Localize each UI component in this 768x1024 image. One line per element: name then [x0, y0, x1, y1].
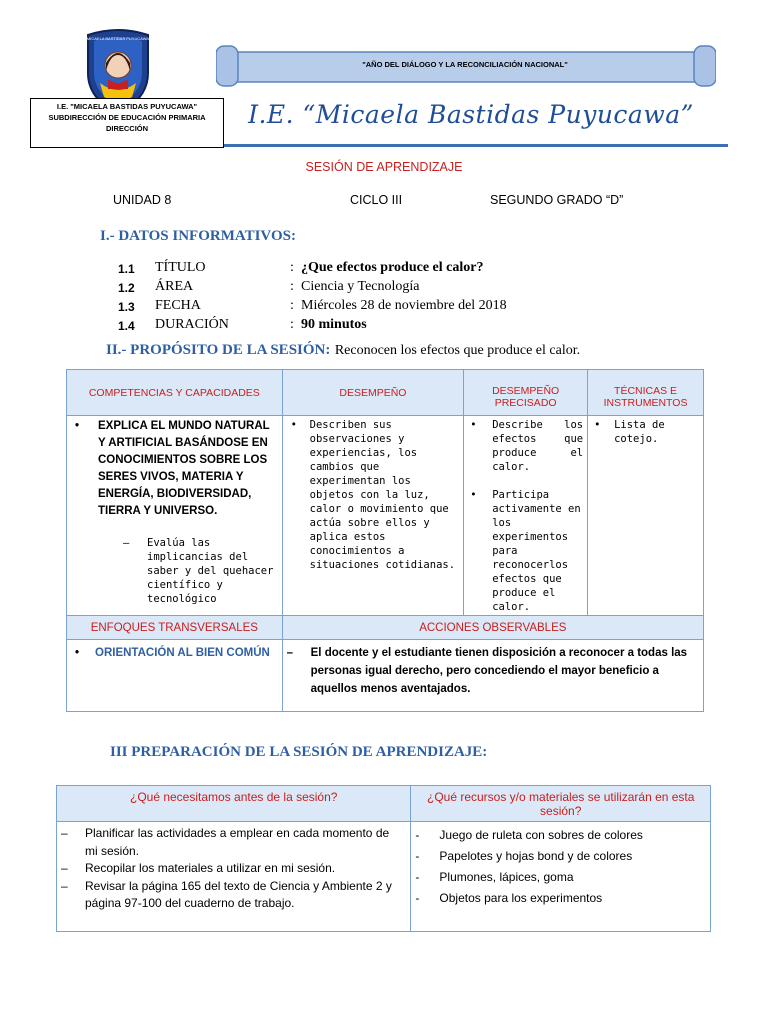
datos-row-duration	[118, 317, 718, 336]
accion-item	[283, 640, 703, 698]
datos-list	[118, 260, 718, 336]
dash-icon: –	[61, 861, 68, 875]
accion-text: El docente y el estudiante tienen disposición a reconocer a todas las personas igual derecho, pero concediendo el mayor beneficio a aquellos menos aventajados.	[310, 647, 688, 695]
unit-label: UNIDAD 8	[113, 193, 172, 207]
preparacion-heading: III PREPARACIÓN DE LA SESIÓN DE APRENDIZAJE:	[110, 744, 488, 760]
enfoque-text: ORIENTACIÓN AL BIEN COMÚN	[95, 647, 270, 659]
header-enfoques: ENFOQUES TRANSVERSALES	[67, 616, 283, 640]
recursos-cell	[411, 822, 711, 932]
header-tecnicas: TÉCNICAS E INSTRUMENTOS	[588, 370, 704, 416]
precisado-text: Participa activamente en los experimentos para reconocerlos efectos que produce el calor.	[492, 489, 581, 613]
preparacion-table	[56, 785, 711, 932]
bullet-icon: •	[75, 420, 80, 432]
header-competencias: COMPETENCIAS Y CAPACIDADES	[67, 370, 283, 416]
bullet-icon: •	[594, 419, 601, 431]
year-banner-text: "AÑO DEL DIÁLOGO Y LA RECONCILIACIÓN NACIONAL"	[362, 60, 568, 69]
row-label: FECHA	[155, 298, 201, 313]
datos-heading: I.- DATOS INFORMATIVOS:	[100, 228, 296, 244]
competencia-cell	[67, 416, 283, 616]
dash-icon: -	[415, 849, 420, 863]
header-desempeno: DESEMPEÑO	[282, 370, 464, 416]
row-sep: :	[290, 260, 294, 275]
precisado-cell	[464, 416, 588, 616]
recurso-item: - Juego de ruleta con sobres de colores	[411, 825, 710, 846]
dash-icon: –	[61, 826, 68, 840]
datos-row-title	[118, 260, 718, 279]
desempeno-text: Describen sus observaciones y experiencias, los cambios que experimentan los objetos con la luz, calor o movimiento que actúa sobre ellos y aplica estos conocimientos a situaciones cotidianas.	[309, 419, 456, 571]
title-rule	[224, 144, 728, 147]
row-sep: :	[290, 279, 294, 294]
header-acciones: ACCIONES OBSERVABLES	[282, 616, 703, 640]
datos-row-date	[118, 298, 718, 317]
desempeno-item	[283, 416, 464, 572]
dash-icon: –	[286, 647, 294, 659]
precisado-text: Describe los efectos que produce el calor.	[492, 419, 584, 473]
tecnicas-cell	[588, 416, 704, 616]
row-value: ¿Que efectos produce el calor?	[301, 260, 484, 275]
dash-icon: –	[123, 537, 130, 549]
dash-icon: -	[415, 828, 420, 842]
recurso-item: - Papelotes y hojas bond y de colores	[411, 846, 710, 867]
dash-icon: -	[415, 870, 420, 884]
datos-row-area	[118, 279, 718, 298]
row-value: Miércoles 28 de noviembre del 2018	[301, 298, 507, 313]
competencia-text: EXPLICA EL MUNDO NATURAL Y ARTIFICIAL BASÁNDOSE EN CONOCIMIENTOS SOBRE LOS SERES VIVOS, MATERIA Y ENERGÍA, BIODIVERSIDAD, TIERRA Y UNIVERSO.	[98, 420, 270, 517]
row-value: Ciencia y Tecnología	[301, 279, 420, 294]
row-number: 1.4	[118, 319, 135, 333]
row-number: 1.1	[118, 262, 135, 276]
tecnicas-text: Lista de cotejo.	[614, 419, 665, 445]
antes-item: – Planificar las actividades a emplear en cada momento de mi sesión.	[61, 826, 390, 858]
tecnicas-item	[588, 416, 703, 446]
dash-icon: -	[415, 891, 420, 905]
precisado-item-1	[464, 416, 587, 474]
proposito-text: Reconocen los efectos que produce el calor.	[334, 343, 581, 358]
competencia-item	[67, 416, 282, 520]
row-value: 90 minutos	[301, 317, 367, 332]
competencias-table	[66, 369, 704, 712]
bullet-icon: •	[470, 489, 477, 501]
row-label: TÍTULO	[155, 260, 206, 275]
header-desempeno-precisado: DESEMPEÑO PRECISADO	[464, 370, 588, 416]
row-number: 1.3	[118, 300, 135, 314]
precisado-item-2	[464, 474, 587, 614]
row-sep: :	[290, 298, 294, 313]
desempeno-cell	[282, 416, 464, 616]
school-title: I.E. “Micaela Bastidas Puyucawa”	[248, 100, 694, 129]
row-label: DURACIÓN	[155, 317, 229, 332]
bullet-icon: •	[290, 419, 297, 431]
institution-box	[30, 98, 224, 148]
recurso-item: - Objetos para los experimentos	[411, 888, 710, 909]
header-antes: ¿Qué necesitamos antes de la sesión?	[57, 786, 411, 822]
bullet-icon: •	[75, 647, 80, 659]
recurso-item: - Plumones, lápices, goma	[411, 867, 710, 888]
proposito-heading: II.- PROPÓSITO DE LA SESIÓN:	[106, 342, 331, 358]
capacidad-text: Evalúa las implicancias del saber y del quehacer científico y tecnológico	[147, 537, 274, 605]
enfoque-cell	[67, 640, 283, 712]
antes-item: – Recopilar los materiales a utilizar en mi sesión.	[57, 860, 410, 878]
cycle-label: CICLO III	[350, 193, 403, 207]
antes-item: – Revisar la página 165 del texto de Ciencia y Ambiente 2 y página 97-100 del cuaderno de trabajo.	[61, 878, 392, 910]
capacidad-item	[67, 520, 282, 606]
institution-name: I.E. "MICAELA BASTIDAS PUYUCAWA"	[56, 102, 198, 111]
svg-text:MICAELA BASTIDAS PUYUCAWA: MICAELA BASTIDAS PUYUCAWA	[86, 36, 150, 41]
antes-cell	[57, 822, 411, 932]
direction: DIRECCIÓN	[105, 124, 149, 133]
bullet-icon: •	[470, 419, 477, 431]
row-number: 1.2	[118, 281, 135, 295]
proposito-line	[106, 341, 580, 359]
header-recursos: ¿Qué recursos y/o materiales se utilizarán en esta sesión?	[411, 786, 711, 822]
row-label: ÁREA	[155, 279, 194, 294]
dash-icon: –	[61, 878, 68, 893]
row-sep: :	[290, 317, 294, 332]
grade-label: SEGUNDO GRADO “D”	[490, 193, 624, 207]
accion-cell	[282, 640, 703, 712]
session-title: SESIÓN DE APRENDIZAJE	[305, 160, 463, 174]
subdirection: SUBDIRECCIÓN DE EDUCACIÓN PRIMARIA	[48, 113, 206, 122]
enfoque-item	[67, 640, 282, 663]
